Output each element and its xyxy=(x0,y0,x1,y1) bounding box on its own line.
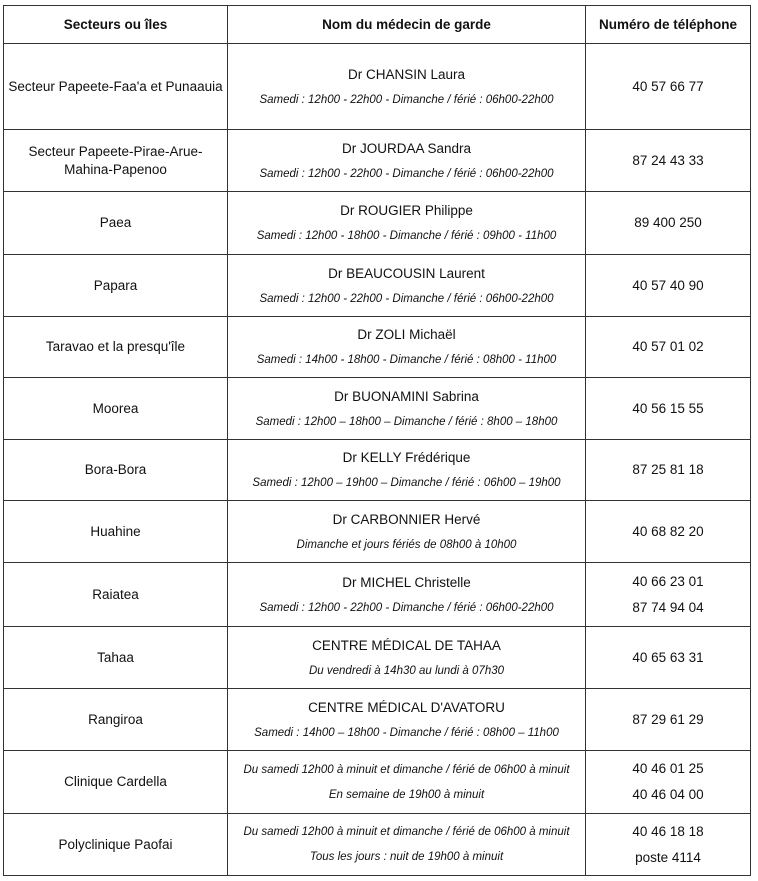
sector-cell: Moorea xyxy=(4,378,228,440)
duty-hours: Samedi : 12h00 - 22h00 - Dimanche / férié : 06h00-22h00 xyxy=(259,93,554,106)
phone-cell xyxy=(586,130,751,192)
sector-cell: Polyclinique Paofai xyxy=(4,814,228,876)
duty-hours: Du vendredi à 14h30 au lundi à 07h30 xyxy=(308,664,505,677)
doctor-name: Dr BUONAMINI Sabrina xyxy=(334,388,479,404)
table-row xyxy=(4,814,751,876)
duty-hours: Dimanche et jours fériés de 08h00 à 10h00 xyxy=(296,538,517,551)
doctor-cell xyxy=(228,317,586,378)
sector-cell: Bora-Bora xyxy=(4,440,228,501)
phone-number: 40 46 04 00 xyxy=(632,787,704,802)
phone-cell xyxy=(586,255,751,317)
duty-hours: Du samedi 12h00 à minuit et dimanche / férié de 06h00 à minuit xyxy=(243,826,570,838)
sector-cell: Raiatea xyxy=(4,563,228,627)
sector-cell: Huahine xyxy=(4,501,228,563)
duty-hours: Du samedi 12h00 à minuit et dimanche / férié de 06h00 à minuit xyxy=(243,763,570,776)
table-row xyxy=(4,44,751,130)
doctor-cell xyxy=(228,440,586,501)
header-doctor: Nom du médecin de garde xyxy=(228,6,586,44)
duty-hours: Samedi : 12h00 - 18h00 - Dimanche / férié : 09h00 - 11h00 xyxy=(256,230,557,242)
doctor-cell xyxy=(228,44,586,130)
doctor-cell xyxy=(228,627,586,689)
doctor-cell xyxy=(228,563,586,627)
sector-cell: Secteur Papeete-Pirae-Arue-Mahina-Papenoo xyxy=(4,130,228,192)
phone-number: 40 57 40 90 xyxy=(632,277,704,293)
duty-hours: Samedi : 14h00 - 18h00 - Dimanche / férié : 08h00 - 11h00 xyxy=(256,354,557,366)
doctor-cell xyxy=(228,501,586,563)
table-row xyxy=(4,563,751,627)
phone-cell xyxy=(586,814,751,876)
doctor-name: Dr KELLY Frédérique xyxy=(342,450,471,465)
phone-cell xyxy=(586,317,751,378)
phone-cell xyxy=(586,689,751,751)
doctor-name: Dr CARBONNIER Hervé xyxy=(332,511,481,527)
phone-cell xyxy=(586,192,751,255)
phone-number: 40 46 01 25 xyxy=(632,761,704,776)
phone-number: 87 74 94 04 xyxy=(632,599,704,615)
sector-cell: Paea xyxy=(4,192,228,255)
header-sector: Secteurs ou îles xyxy=(4,6,228,44)
sector-cell: Tahaa xyxy=(4,627,228,689)
phone-number: 40 65 63 31 xyxy=(632,649,704,665)
sector-cell: Clinique Cardella xyxy=(4,751,228,814)
phone-number: 87 29 61 29 xyxy=(632,711,704,727)
doctor-name: Dr BEAUCOUSIN Laurent xyxy=(328,265,485,281)
doctor-cell xyxy=(228,751,586,814)
doctor-name: Dr CHANSIN Laura xyxy=(347,66,466,82)
on-call-table xyxy=(3,5,751,876)
duty-hours: Samedi : 12h00 - 22h00 - Dimanche / férié : 06h00-22h00 xyxy=(259,601,554,614)
phone-number: poste 4114 xyxy=(635,849,701,865)
phone-cell xyxy=(586,751,751,814)
table-row xyxy=(4,130,751,192)
table-row xyxy=(4,751,751,814)
doctor-name: Dr JOURDAA Sandra xyxy=(341,140,472,156)
phone-number: 87 25 81 18 xyxy=(632,462,704,477)
phone-cell xyxy=(586,501,751,563)
doctor-name: Dr ROUGIER Philippe xyxy=(340,203,473,218)
table-row xyxy=(4,255,751,317)
sector-cell: Rangiroa xyxy=(4,689,228,751)
phone-number: 40 66 23 01 xyxy=(632,573,704,589)
phone-cell xyxy=(586,563,751,627)
phone-number: 89 400 250 xyxy=(634,215,702,230)
table-row xyxy=(4,192,751,255)
doctor-cell xyxy=(228,814,586,876)
phone-number: 40 56 15 55 xyxy=(632,400,704,416)
doctor-cell xyxy=(228,378,586,440)
doctor-cell xyxy=(228,689,586,751)
phone-number: 40 57 66 77 xyxy=(632,78,704,94)
phone-cell xyxy=(586,440,751,501)
duty-hours: Samedi : 14h00 – 18h00 - Dimanche / férié : 08h00 – 11h00 xyxy=(254,726,559,739)
duty-hours: Samedi : 12h00 – 18h00 – Dimanche / férié : 8h00 – 18h00 xyxy=(255,415,558,428)
sector-cell: Papara xyxy=(4,255,228,317)
doctor-cell xyxy=(228,255,586,317)
phone-number: 40 46 18 18 xyxy=(632,823,704,839)
phone-cell xyxy=(586,627,751,689)
table-row xyxy=(4,689,751,751)
duty-hours: Tous les jours : nuit de 19h00 à minuit xyxy=(309,851,504,863)
phone-number: 40 57 01 02 xyxy=(632,339,704,354)
table-row xyxy=(4,627,751,689)
doctor-name: CENTRE MÉDICAL DE TAHAA xyxy=(312,637,501,653)
table-row xyxy=(4,378,751,440)
doctor-cell xyxy=(228,192,586,255)
phone-cell xyxy=(586,44,751,130)
phone-number: 40 68 82 20 xyxy=(632,523,704,539)
phone-number: 87 24 43 33 xyxy=(632,152,704,168)
sector-cell: Taravao et la presqu'île xyxy=(4,317,228,378)
table-row xyxy=(4,317,751,378)
table-header-row xyxy=(4,6,751,44)
duty-hours: Samedi : 12h00 – 19h00 – Dimanche / férié : 06h00 – 19h00 xyxy=(252,477,561,489)
doctor-name: Dr ZOLI Michaël xyxy=(357,327,456,342)
doctor-cell xyxy=(228,130,586,192)
duty-hours: Samedi : 12h00 - 22h00 - Dimanche / férié : 06h00-22h00 xyxy=(259,292,554,305)
table-row xyxy=(4,501,751,563)
sector-cell: Secteur Papeete-Faa'a et Punaauia xyxy=(4,44,228,130)
doctor-name: CENTRE MÉDICAL D'AVATORU xyxy=(308,699,505,715)
phone-cell xyxy=(586,378,751,440)
doctor-name: Dr MICHEL Christelle xyxy=(342,574,471,590)
duty-hours: En semaine de 19h00 à minuit xyxy=(328,788,485,801)
header-phone: Numéro de téléphone xyxy=(586,6,751,44)
duty-hours: Samedi : 12h00 - 22h00 - Dimanche / férié : 06h00-22h00 xyxy=(259,167,554,180)
table-row xyxy=(4,440,751,501)
